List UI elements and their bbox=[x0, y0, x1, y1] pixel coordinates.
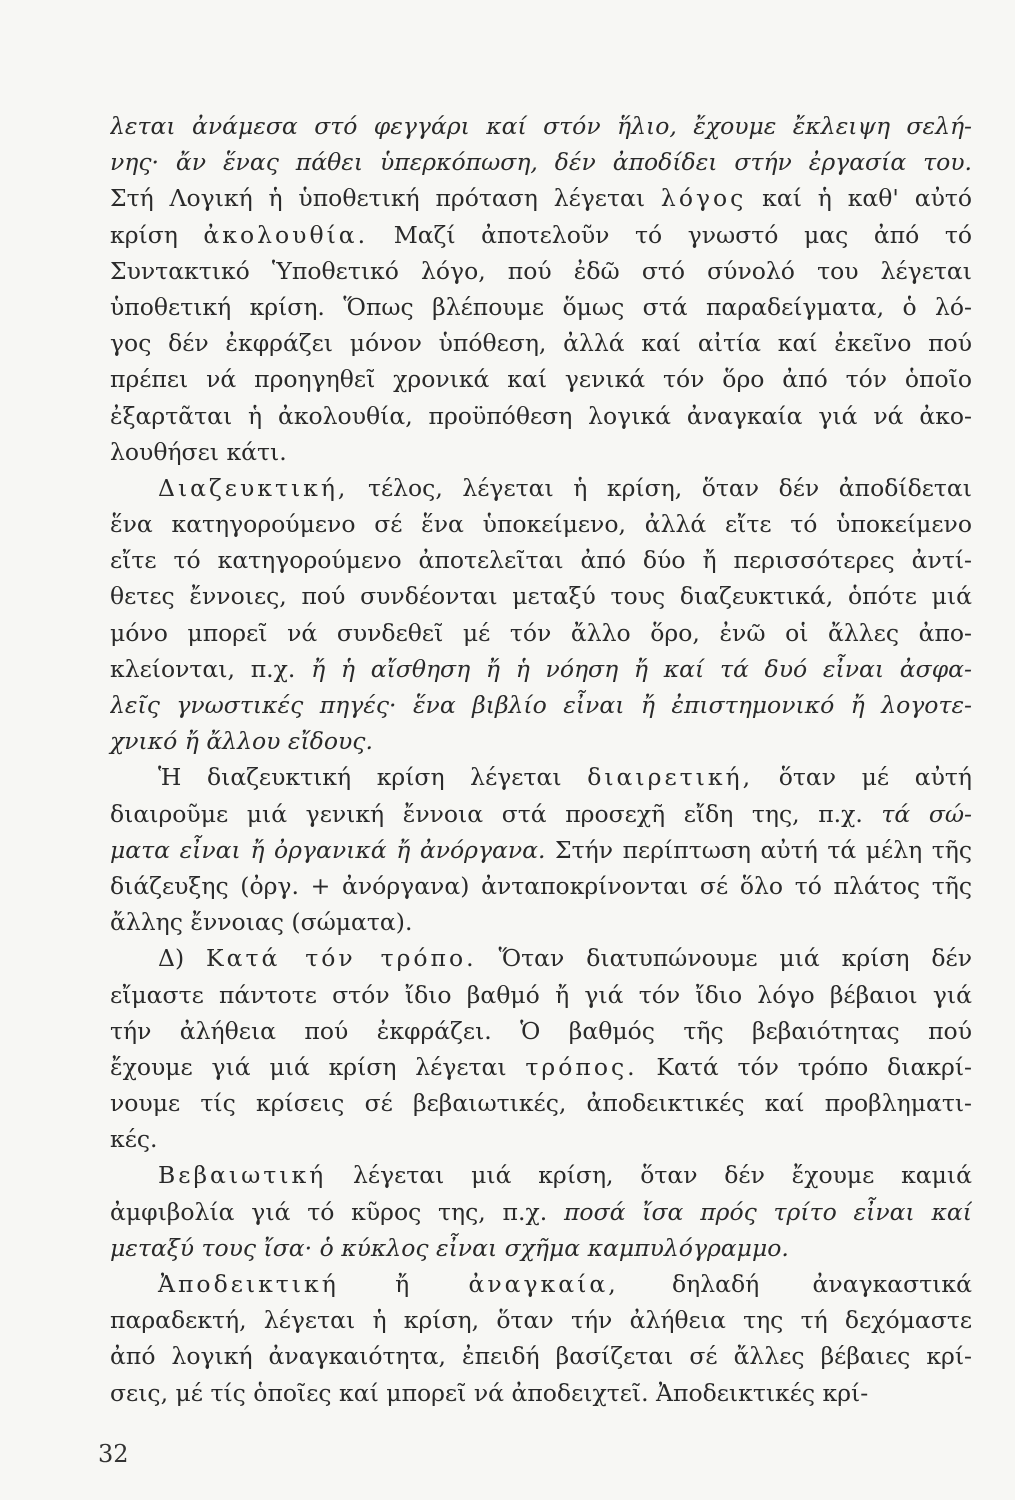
text-run: ὅταν μέ αὐτή bbox=[753, 763, 972, 792]
text-line bbox=[110, 217, 972, 253]
spaced-term: Κατά τόν τρόπο. bbox=[206, 944, 477, 973]
text-run: τέλος, λέγεται ἡ κρίση, ὅταν δέν ἀποδίδεται bbox=[348, 473, 972, 502]
text-run: γος δέν ἐκφράζει μόνον ὑπόθεση, ἀλλά καί αἰτία καί ἐκεῖνο πού bbox=[110, 329, 972, 358]
text-run: Στήν περίπτωση αὐτή τά μέλη τῆς bbox=[545, 835, 972, 864]
paragraph bbox=[110, 940, 972, 1157]
text-line bbox=[110, 434, 972, 470]
text-line bbox=[110, 289, 972, 325]
text-run: διάζευξης (ὀργ. + ἀνόργανα) ἀνταποκρίνονται σέ ὅλο τό πλάτος τῆς bbox=[110, 871, 972, 900]
text-line bbox=[110, 144, 972, 180]
body-text bbox=[110, 108, 972, 1411]
text-line bbox=[110, 977, 972, 1013]
text-line bbox=[110, 470, 972, 506]
italic-text: λεται ἀνάμεσα στό φεγγάρι καί στόν ἥλιο, ἔχουμε ἔκλειψη σελή- bbox=[110, 112, 972, 140]
text-line bbox=[110, 253, 972, 289]
text-run: Ὅταν διατυπώνουμε μιά κρίση δέν bbox=[476, 944, 972, 973]
italic-text: μεταξύ τους ἴσα· ὁ κύκλος εἶναι σχῆμα καμπυλόγραμμο. bbox=[110, 1233, 789, 1262]
text-run: Στή Λογική ἡ ὑποθετική πρόταση λέγεται bbox=[110, 184, 661, 213]
paragraph bbox=[110, 1157, 972, 1266]
text-line bbox=[110, 651, 972, 687]
spaced-term: λόγος bbox=[660, 184, 747, 213]
text-run: παραδεκτή, λέγεται ἡ κρίση, ὅταν τήν ἀλήθεια της τή δεχόμαστε bbox=[110, 1306, 972, 1335]
text-run: μόνο μπορεῖ νά συνδεθεῖ μέ τόν ἄλλο ὅρο, ἐνῶ οἱ ἄλλες ἀπο- bbox=[110, 618, 972, 647]
spaced-term: Ἀποδεικτική ἤ ἀναγκαία, bbox=[158, 1270, 619, 1298]
text-run: δηλαδή ἀναγκαστικά bbox=[618, 1270, 972, 1298]
text-run: ὑποθετική κρίση. Ὅπως βλέπουμε ὅμως στά παραδείγματα, ὁ λό- bbox=[110, 292, 972, 321]
text-line bbox=[110, 940, 972, 976]
spaced-term: Διαζευκτική, bbox=[158, 473, 349, 502]
paragraph bbox=[110, 759, 972, 940]
text-line bbox=[110, 1194, 972, 1230]
text-line bbox=[110, 1375, 972, 1411]
text-line bbox=[110, 506, 972, 542]
italic-text: ποσά ἴσα πρός τρίτο εἶναι καί bbox=[563, 1197, 972, 1226]
text-run: κλείονται, π.χ. bbox=[110, 654, 312, 683]
paragraph bbox=[110, 1266, 972, 1411]
text-line bbox=[110, 1121, 972, 1157]
text-line bbox=[110, 832, 972, 868]
text-run: ἕνα κατηγορούμενο σέ ἕνα ὑποκείμενο, ἀλλά εἴτε τό ὑποκείμενο bbox=[110, 510, 972, 539]
text-line bbox=[110, 868, 972, 904]
text-run: πρέπει νά προηγηθεῖ χρονικά καί γενικά τόν ὅρο ἀπό τόν ὁποῖο bbox=[110, 365, 972, 394]
text-run: λέγεται μιά κρίση, ὅταν δέν ἔχουμε καμιά bbox=[326, 1161, 972, 1190]
text-line bbox=[110, 1085, 972, 1121]
text-line bbox=[110, 687, 972, 723]
text-run: σεις, μέ τίς ὁποῖες καί μπορεῖ νά ἀποδειχτεῖ. Ἀποδεικτικές κρί- bbox=[110, 1378, 869, 1407]
text-line bbox=[110, 1266, 972, 1302]
text-line bbox=[110, 578, 972, 614]
text-line bbox=[110, 1338, 972, 1374]
text-line bbox=[110, 1013, 972, 1049]
text-run: ἐξαρτᾶται ἡ ἀκολουθία, προϋπόθεση λογικά ἀναγκαία γιά νά ἀκο- bbox=[110, 401, 972, 430]
text-line bbox=[110, 1157, 972, 1193]
text-run: Συντακτικό Ὑποθετικό λόγο, πού ἐδῶ στό σύνολό του λέγεται bbox=[110, 256, 972, 285]
text-run: ἀπό λογική ἀναγκαιότητα, ἐπειδή βασίζεται σέ ἄλλες βέβαιες κρί- bbox=[110, 1342, 972, 1371]
italic-text: νης· ἄν ἕνας πάθει ὑπερκόπωση, δέν ἀποδίδει στήν ἐργασία του. bbox=[110, 148, 972, 177]
text-run: ἔχουμε γιά μιά κρίση λέγεται bbox=[110, 1052, 526, 1081]
paragraph bbox=[110, 108, 972, 470]
italic-text: λεῖς γνωστικές πηγές· ἕνα βιβλίο εἶναι ἤ ἐπιστημονικό ἤ λογοτε- bbox=[110, 691, 972, 719]
spaced-term: ἀκολουθία. bbox=[203, 220, 369, 249]
text-run: θετες ἔννοιες, πού συνδέονται μεταξύ τους διαζευκτικά, ὁπότε μιά bbox=[110, 582, 972, 611]
text-run: Μαζί ἀποτελοῦν τό γνωστό μας ἀπό τό bbox=[368, 220, 972, 249]
text-run: ἀμφιβολία γιά τό κῦρος της, π.χ. bbox=[110, 1197, 564, 1226]
text-run: κές. bbox=[110, 1125, 158, 1154]
text-run: κρίση bbox=[110, 220, 204, 249]
text-run: ἄλλης ἔννοιας (σώματα). bbox=[110, 908, 413, 937]
italic-text: ματα εἶναι ἤ ὀργανικά ἤ ἀνόργανα. bbox=[110, 835, 546, 864]
text-line bbox=[110, 904, 972, 940]
text-run: Κατά τόν τρόπο διακρί- bbox=[637, 1052, 972, 1081]
text-line bbox=[110, 615, 972, 651]
text-run: νουμε τίς κρίσεις σέ βεβαιωτικές, ἀποδεικτικές καί προβληματι- bbox=[110, 1089, 972, 1118]
italic-text: χνικό ἤ ἄλλου εἴδους. bbox=[110, 727, 373, 756]
italic-text: ἤ ἡ αἴσθηση ἤ ἡ νόηση ἤ καί τά δυό εἶναι ἀσφα- bbox=[311, 654, 972, 683]
text-line bbox=[110, 398, 972, 434]
text-run: διαιροῦμε μιά γενική ἔννοια στά προσεχῆ εἴδη της, π.χ. bbox=[110, 799, 882, 828]
text-run: Δ) bbox=[158, 944, 207, 973]
page-number: 32 bbox=[98, 1440, 129, 1468]
text-run: τήν ἀλήθεια πού ἐκφράζει. Ὁ βαθμός τῆς βεβαιότητας πού bbox=[110, 1016, 972, 1045]
text-line bbox=[110, 1302, 972, 1338]
text-line bbox=[110, 361, 972, 397]
text-run: λουθήσει κάτι. bbox=[110, 437, 287, 466]
text-run: Ἡ διαζευκτική κρίση λέγεται bbox=[158, 763, 588, 792]
text-line bbox=[110, 542, 972, 578]
text-line bbox=[110, 759, 972, 795]
paragraph bbox=[110, 470, 972, 760]
text-run: εἴμαστε πάντοτε στόν ἴδιο βαθμό ἤ γιά τόν ἴδιο λόγο βέβαιοι γιά bbox=[110, 980, 972, 1009]
text-line bbox=[110, 180, 972, 216]
text-run: καί ἡ καθ' αὐτό bbox=[746, 184, 972, 213]
spaced-term: Βεβαιωτική bbox=[158, 1161, 327, 1190]
text-line bbox=[110, 1230, 972, 1266]
text-line bbox=[110, 1049, 972, 1085]
spaced-term: τρόπος. bbox=[525, 1052, 638, 1081]
text-line bbox=[110, 723, 972, 759]
spaced-term: διαιρετική, bbox=[587, 763, 754, 792]
text-line bbox=[110, 108, 972, 144]
text-line bbox=[110, 796, 972, 832]
italic-text: τά σώ- bbox=[881, 799, 972, 828]
text-run: εἴτε τό κατηγορούμενο ἀποτελεῖται ἀπό δύο ἤ περισσότερες ἀντί- bbox=[110, 546, 972, 575]
text-line bbox=[110, 325, 972, 361]
